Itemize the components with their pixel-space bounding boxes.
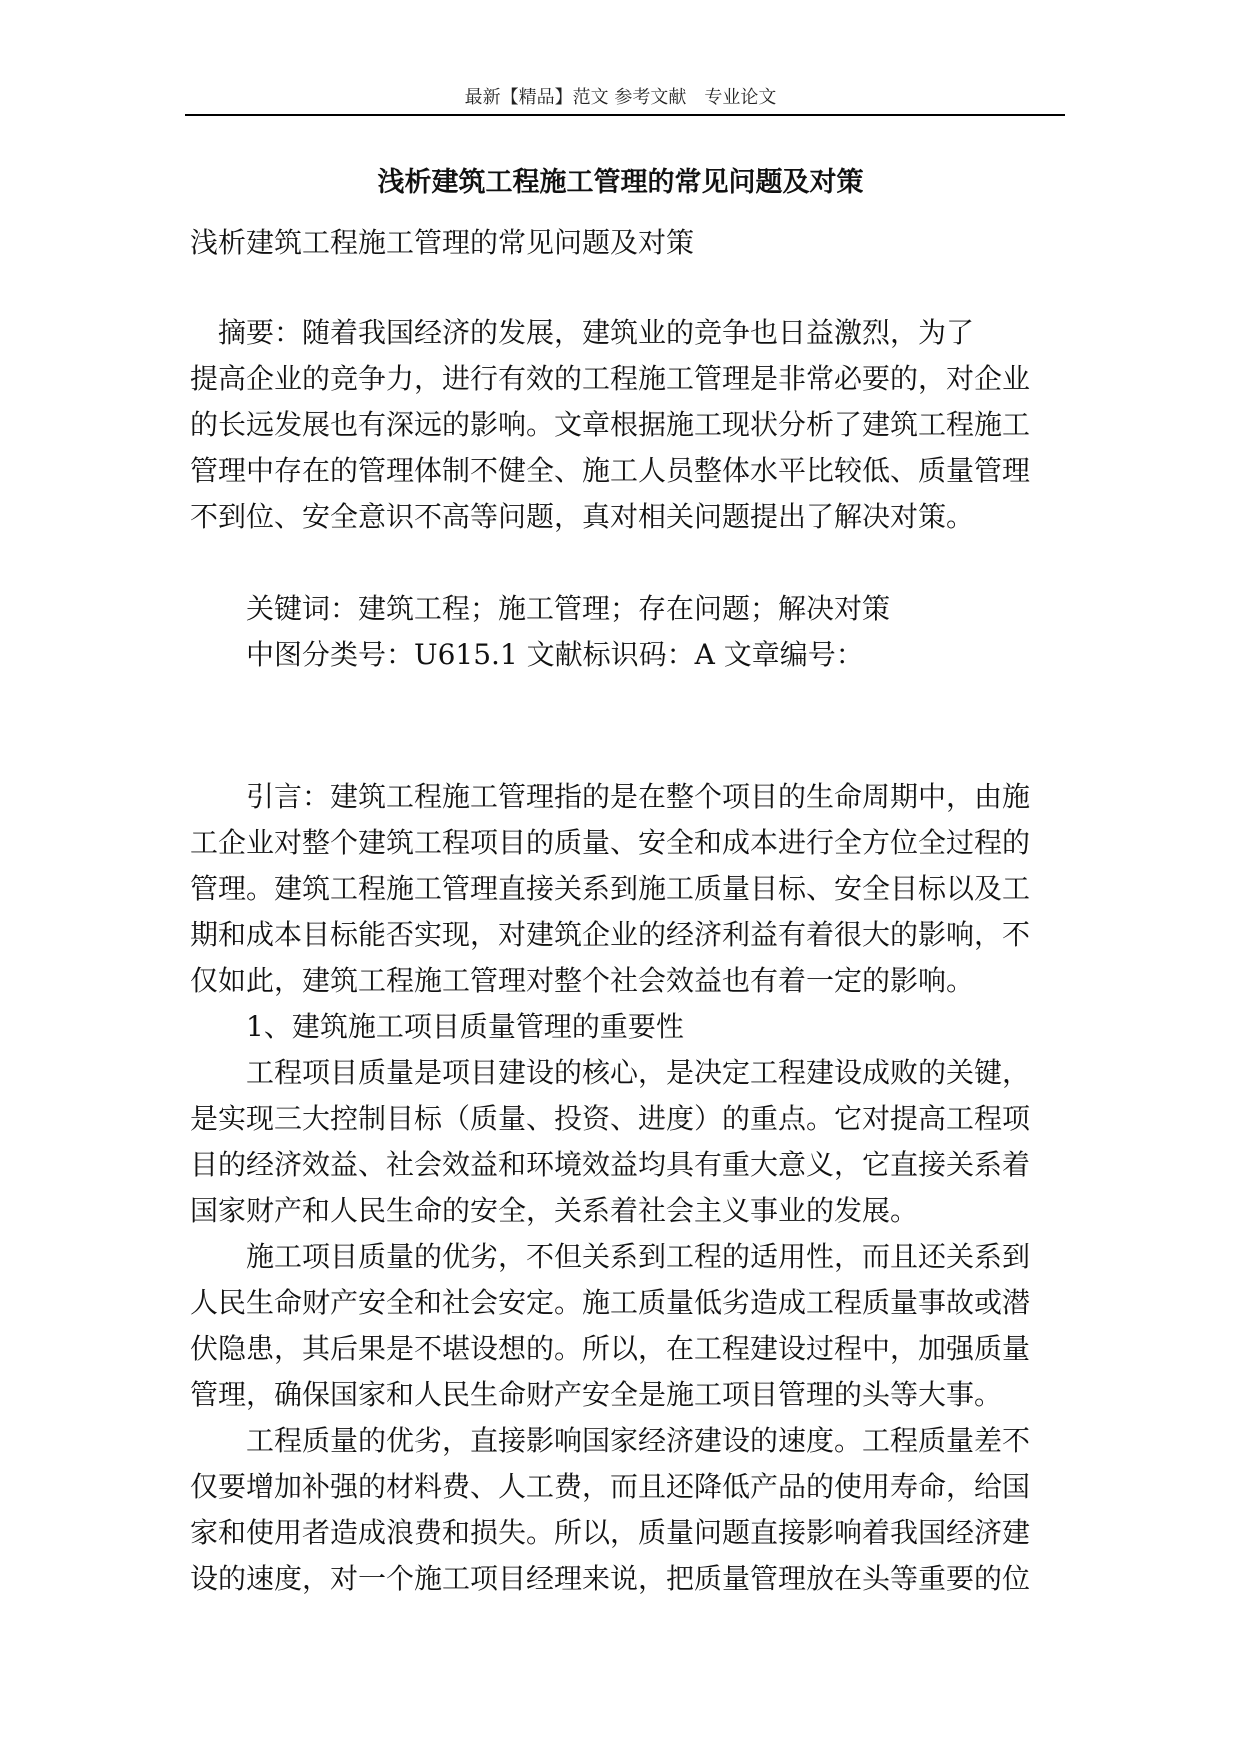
body-line: 管理，确保国家和人民生命财产安全是施工项目管理的头等大事。 xyxy=(190,1378,1003,1411)
body-line: 设的速度，对一个施工项目经理来说，把质量管理放在头等重要的位 xyxy=(190,1562,1031,1595)
body-line: 引言：建筑工程施工管理指的是在整个项目的生命周期中，由施 xyxy=(190,780,1031,813)
subtitle-block xyxy=(190,220,1070,266)
body-line: 目的经济效益、社会效益和环境效益均具有重大意义，它直接关系着 xyxy=(190,1148,1031,1181)
body-line: 人民生命财产安全和社会安定。施工质量低劣造成工程质量事故或潜 xyxy=(190,1286,1031,1319)
document-title: 浅析建筑工程施工管理的常见问题及对策 xyxy=(377,167,864,198)
running-header: 最新【精品】范文 参考文献 专业论文 xyxy=(464,87,777,108)
body-line: 仅如此，建筑工程施工管理对整个社会效益也有着一定的影响。 xyxy=(190,964,975,997)
abstract-line: 管理中存在的管理体制不健全、施工人员整体水平比较低、质量管理 xyxy=(190,454,1031,487)
keywords-block xyxy=(190,586,1070,678)
body-line: 期和成本目标能否实现，对建筑企业的经济利益有着很大的影响，不 xyxy=(190,918,1031,951)
body-line: 仅要增加补强的材料费、人工费，而且还降低产品的使用寿命，给国 xyxy=(190,1470,1031,1503)
body-line: 国家财产和人民生命的安全，关系着社会主义事业的发展。 xyxy=(190,1194,919,1227)
body-line: 伏隐患，其后果是不堪设想的。所以，在工程建设过程中，加强质量 xyxy=(190,1332,1031,1365)
body-line: 工企业对整个建筑工程项目的质量、安全和成本进行全方位全过程的 xyxy=(190,826,1031,859)
abstract-line: 不到位、安全意识不高等问题，真对相关问题提出了解决对策。 xyxy=(190,500,975,533)
body-line: 工程项目质量是项目建设的核心，是决定工程建设成败的关键， xyxy=(190,1056,1031,1089)
body-line: 家和使用者造成浪费和损失。所以，质量问题直接影响着我国经济建 xyxy=(190,1516,1031,1549)
abstract-line: 摘要：随着我国经济的发展，建筑业的竞争也日益激烈，为了 xyxy=(190,316,975,349)
classification-line: 中图分类号：U615.1 文献标识码：A 文章编号： xyxy=(190,638,864,671)
abstract-paragraph xyxy=(190,310,1070,540)
abstract-line: 提高企业的竞争力，进行有效的工程施工管理是非常必要的，对企业 xyxy=(190,362,1031,395)
body-line: 工程质量的优劣，直接影响国家经济建设的速度。工程质量差不 xyxy=(190,1424,1031,1457)
header-rule xyxy=(185,114,1065,116)
keywords-line: 关键词：建筑工程；施工管理；存在问题；解决对策 xyxy=(190,592,891,625)
body-line: 是实现三大控制目标（质量、投资、进度）的重点。它对提高工程项 xyxy=(190,1102,1031,1135)
section-heading: 1、建筑施工项目质量管理的重要性 xyxy=(190,1010,684,1043)
body-line: 施工项目质量的优劣，不但关系到工程的适用性，而且还关系到 xyxy=(190,1240,1031,1273)
subtitle: 浅析建筑工程施工管理的常见问题及对策 xyxy=(190,226,695,259)
abstract-line: 的长远发展也有深远的影响。文章根据施工现状分析了建筑工程施工 xyxy=(190,408,1031,441)
body-line: 管理。建筑工程施工管理直接关系到施工质量目标、安全目标以及工 xyxy=(190,872,1031,905)
main-text xyxy=(190,774,1070,1602)
